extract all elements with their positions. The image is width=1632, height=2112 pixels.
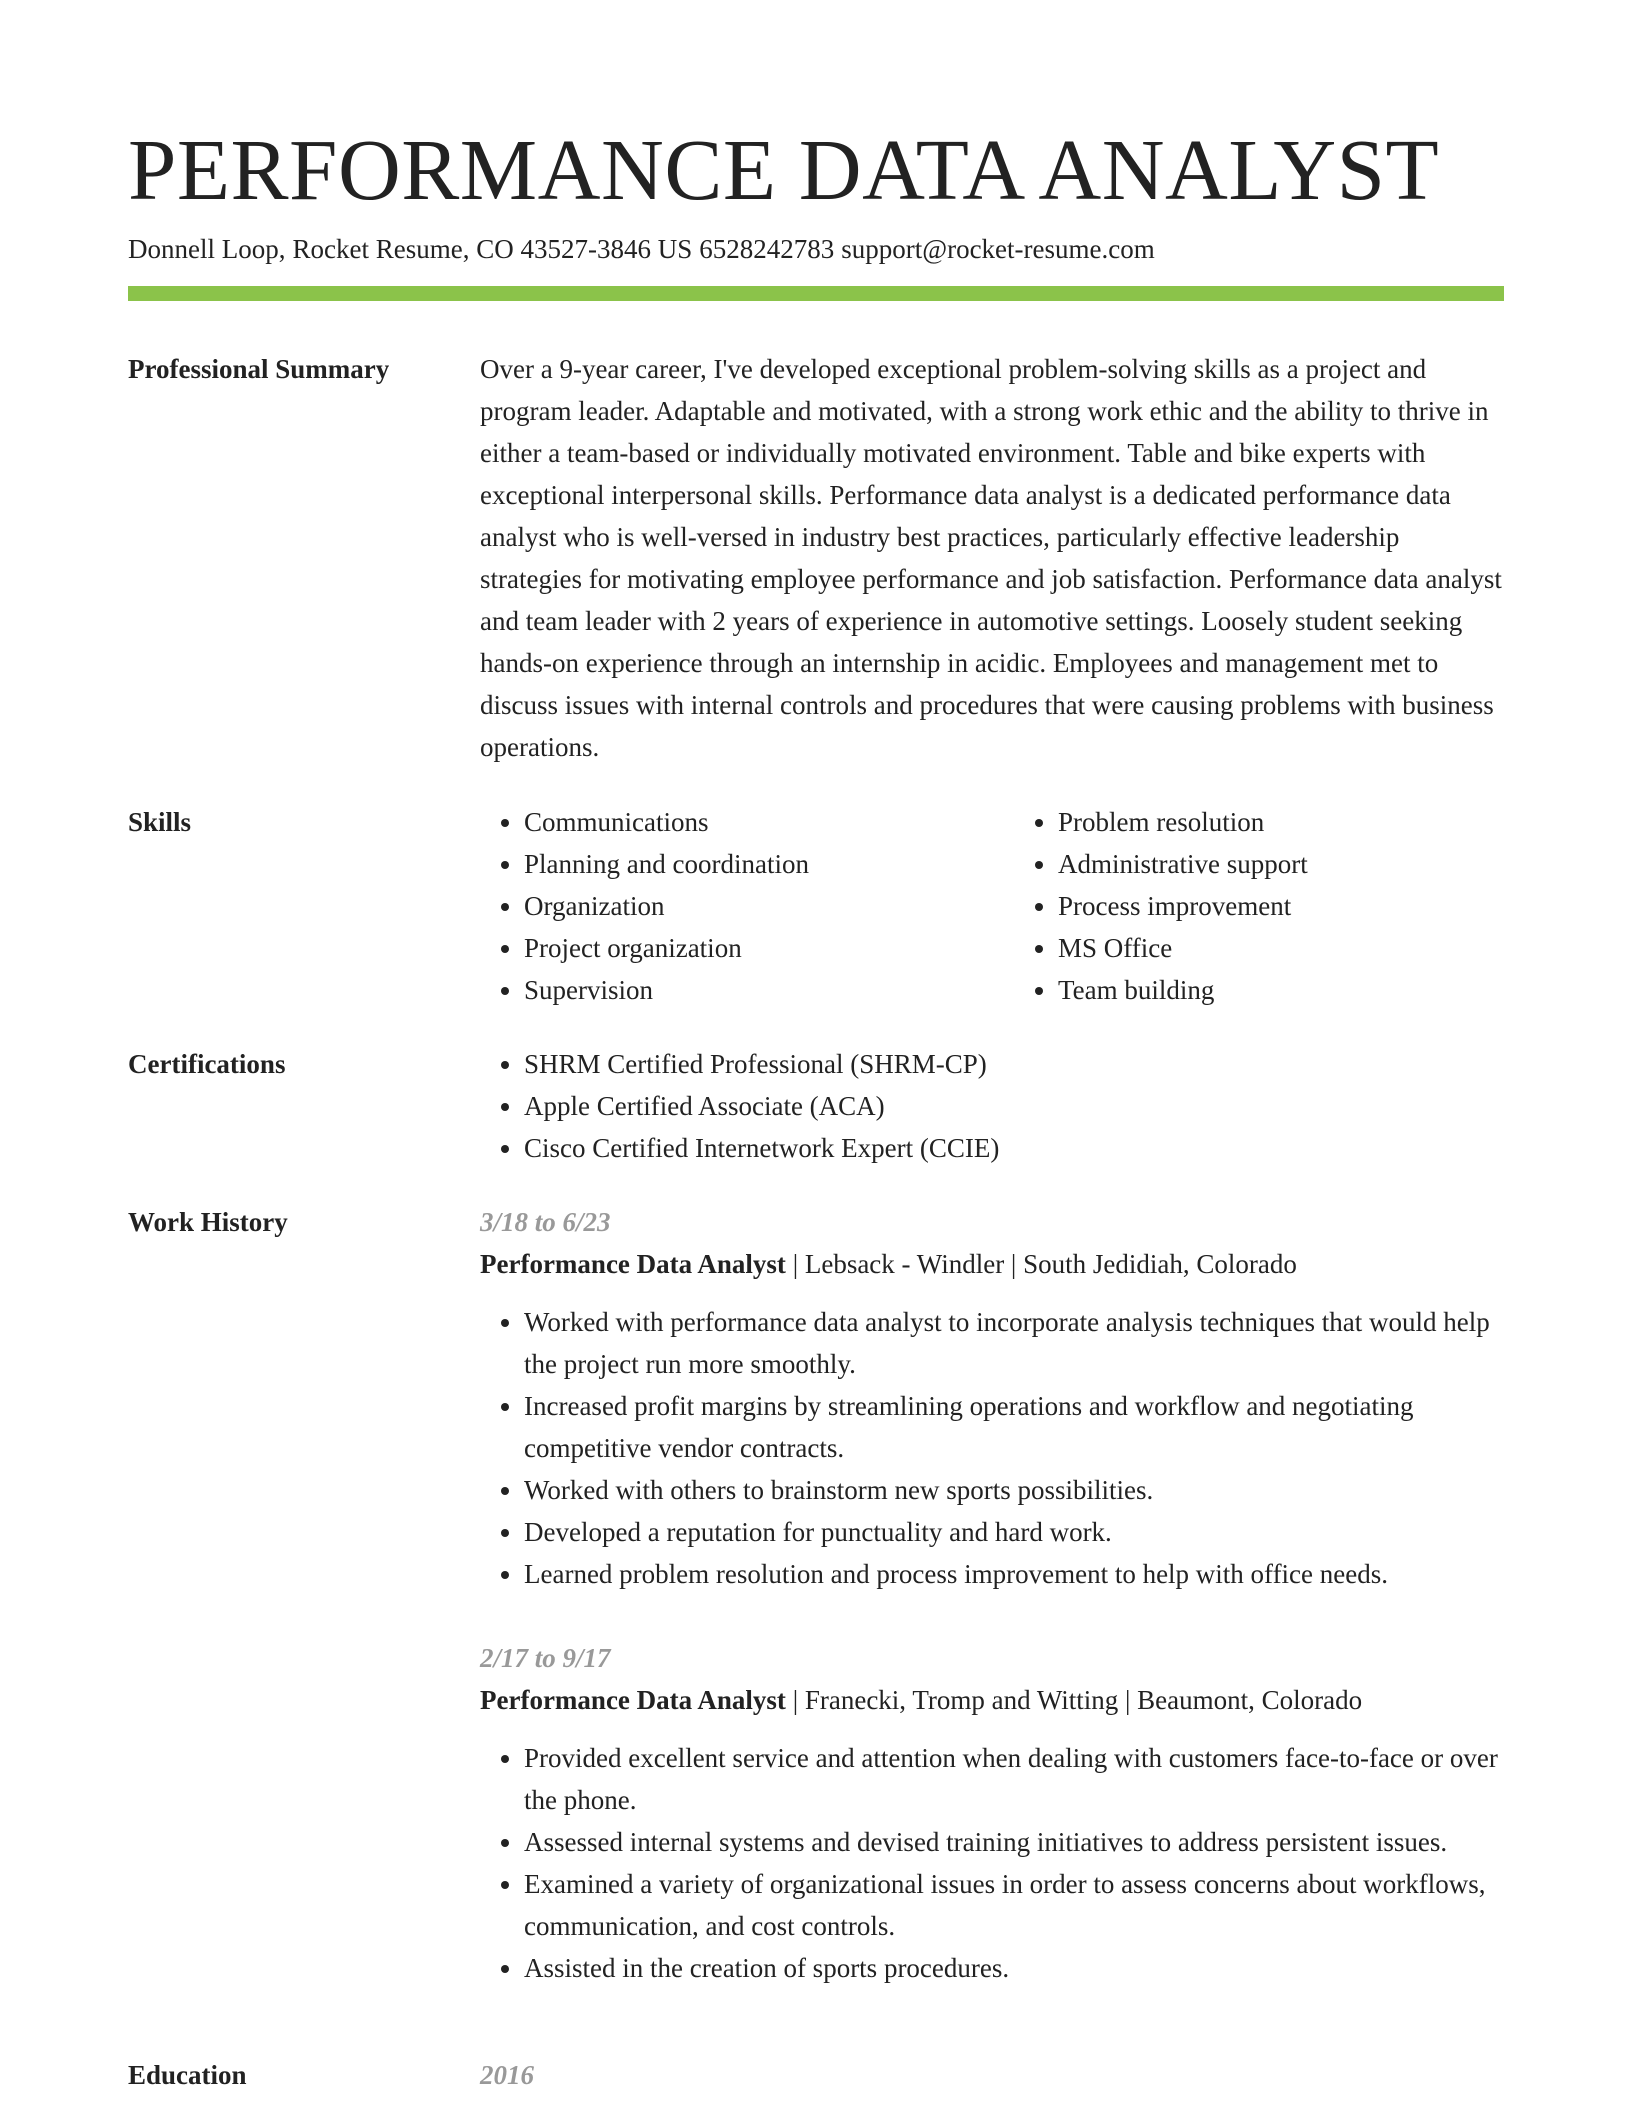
- job-heading: [480, 1679, 1504, 1721]
- job-details: | Lebsack - Windler | South Jedidiah, Colorado: [785, 1249, 1297, 1279]
- skill-item: • Problem resolution: [1058, 801, 1504, 843]
- job-bullets: [480, 1301, 1504, 1595]
- certifications-section: [128, 1043, 1504, 1169]
- job-heading: [480, 1243, 1504, 1285]
- job-entry: [480, 1201, 1504, 1595]
- contact-phone: 6528242783: [699, 234, 835, 264]
- certification-item: • Apple Certified Associate (ACA): [524, 1085, 1504, 1127]
- skill-item: • MS Office: [1058, 927, 1504, 969]
- contact-name: Donnell Loop,: [128, 234, 286, 264]
- header-divider: [128, 286, 1504, 301]
- skills-list-left: [480, 801, 970, 1011]
- skill-item: • Communications: [524, 801, 970, 843]
- job-bullets: [480, 1737, 1504, 1989]
- job-bullet: • Learned problem resolution and process improvement to help with office needs.: [524, 1553, 1504, 1595]
- job-bullet: • Worked with performance data analyst to incorporate analysis techniques that would help the project run more smoothly.: [524, 1301, 1504, 1385]
- skill-item: • Organization: [524, 885, 970, 927]
- job-bullet: • Examined a variety of organizational issues in order to assess concerns about workflows, communication, and cost controls.: [524, 1863, 1504, 1947]
- job-details: | Franecki, Tromp and Witting | Beaumont, Colorado: [785, 1685, 1363, 1715]
- contact-location: Rocket Resume, CO 43527-3846 US: [292, 234, 693, 264]
- skill-item: • Project organization: [524, 927, 970, 969]
- contact-line: [128, 230, 1155, 268]
- skills-section: [128, 801, 1504, 1011]
- skill-item: • Planning and coordination: [524, 843, 970, 885]
- skill-item: • Administrative support: [1058, 843, 1504, 885]
- summary-label: Professional Summary: [128, 354, 390, 384]
- job-bullet: • Worked with others to brainstorm new sports possibilities.: [524, 1469, 1504, 1511]
- certifications-list: [480, 1043, 1504, 1169]
- skills-label: Skills: [128, 807, 192, 837]
- certification-item: • Cisco Certified Internetwork Expert (CCIE): [524, 1127, 1504, 1169]
- job-dates: 2/17 to 9/17: [480, 1643, 611, 1673]
- work-history-label: Work History: [128, 1207, 288, 1237]
- education-date: 2016: [480, 2060, 534, 2090]
- skills-list-right: [1014, 801, 1504, 1011]
- job-bullet: • Assisted in the creation of sports procedures.: [524, 1947, 1504, 1989]
- education-section: [128, 2054, 1504, 2096]
- job-title: Performance Data Analyst: [480, 1249, 786, 1279]
- skill-item: • Team building: [1058, 969, 1504, 1011]
- certifications-label: Certifications: [128, 1049, 286, 1079]
- contact-email[interactable]: support@rocket-resume.com: [841, 234, 1155, 264]
- summary-section: [128, 348, 1504, 768]
- job-bullet: • Developed a reputation for punctuality and hard work.: [524, 1511, 1504, 1553]
- work-history-section: [128, 1201, 1504, 1989]
- certification-item: • SHRM Certified Professional (SHRM-CP): [524, 1043, 1504, 1085]
- skill-item: • Supervision: [524, 969, 970, 1011]
- education-label: Education: [128, 2060, 247, 2090]
- job-bullet: • Provided excellent service and attention when dealing with customers face-to-face or over the phone.: [524, 1737, 1504, 1821]
- job-bullet: • Assessed internal systems and devised training initiatives to address persistent issues.: [524, 1821, 1504, 1863]
- resume-title: PERFORMANCE DATA ANALYST: [128, 121, 1440, 218]
- skill-item: • Process improvement: [1058, 885, 1504, 927]
- job-entry: [480, 1637, 1504, 1989]
- job-dates: 3/18 to 6/23: [480, 1207, 611, 1237]
- summary-text: Over a 9-year career, I've developed exceptional problem-solving skills as a project and program leader. Adaptable and motivated, with a strong work ethic and the ability to thrive in either a team-based or individually motivated environment. Table and bike experts with exceptional interpersonal skills. Performance data analyst is a dedicated performance data analyst who is well-versed in industry best practices, particularly effective leadership strategies for motivating employee performance and job satisfaction. Performance data analyst and team leader with 2 years of experience in automotive settings. Loosely student seeking hands-on experience through an internship in acidic. Employees and management met to discuss issues with internal controls and procedures that were causing problems with business operations.: [480, 354, 1502, 762]
- job-title: Performance Data Analyst: [480, 1685, 786, 1715]
- job-bullet: • Increased profit margins by streamlining operations and workflow and negotiating competitive vendor contracts.: [524, 1385, 1504, 1469]
